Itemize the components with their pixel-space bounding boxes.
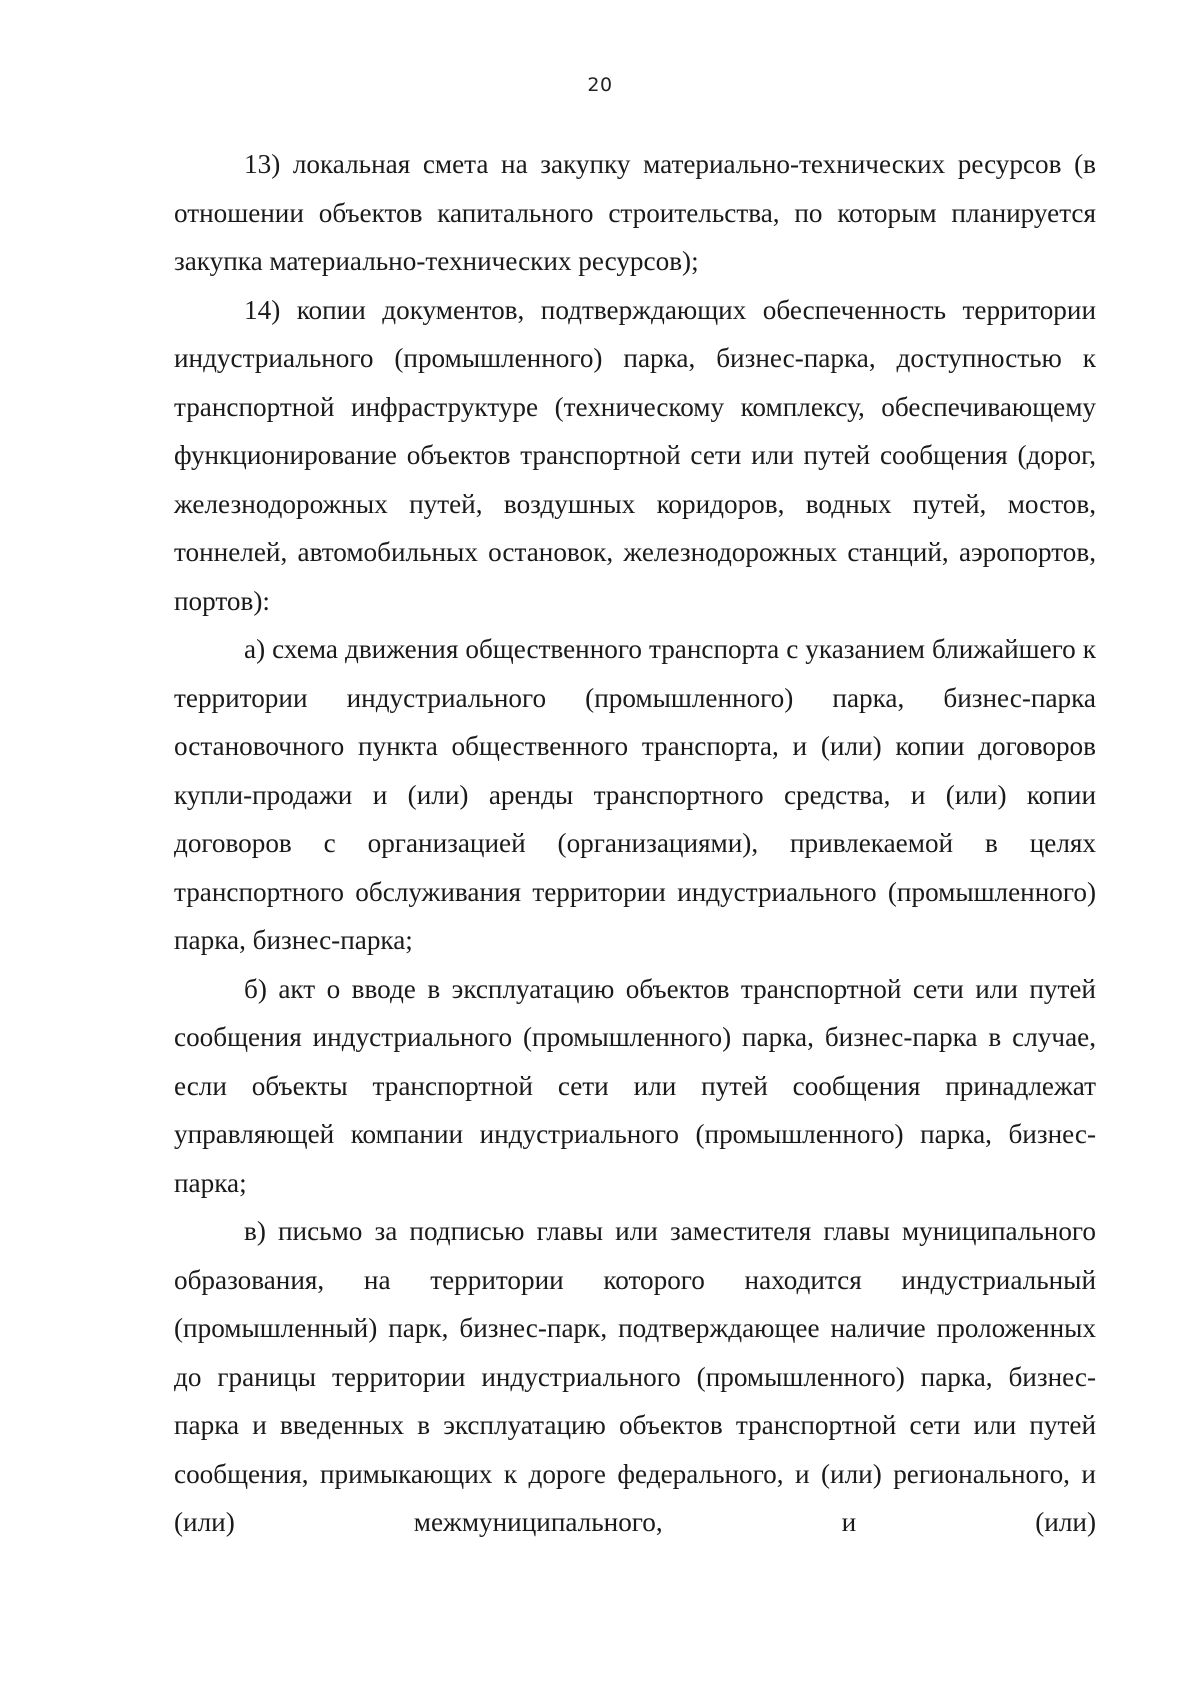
paragraph-item-13: 13) локальная смета на закупку материально-технических ресурсов (в отношении объектов капитального строительства, по которым планируется закупка материально-технических ресурсов); [174, 149, 1096, 276]
paragraph-subitem-v: в) письмо за подписью главы или заместителя главы муниципального образования, на территории которого находится индустриальный (промышленный) парк, бизнес-парк, подтверждающее наличие проложенных до границы территории индустриального (промышленного) парка, бизнес-парка и введенных в эксплуатацию объектов транспортной сети или путей сообщения, примыкающих к дороге федерального, и (или) регионального, и (или) межмуниципального, и (или) [174, 1216, 1096, 1537]
page-number: 20 [587, 74, 613, 96]
paragraph-subitem-a: а) схема движения общественного транспорта с указанием ближайшего к территории индустриального (промышленного) парка, бизнес-парка остановочного пункта общественного транспорта, и (или) копии договоров купли-продажи и (или) аренды транспортного средства, и (или) копии договоров с организацией (организациями), привлекаемой в целях транспортного обслуживания территории индустриального (промышленного) парка, бизнес-парка; [174, 634, 1096, 955]
paragraph-subitem-b: б) акт о вводе в эксплуатацию объектов транспортной сети или путей сообщения индустриального (промышленного) парка, бизнес-парка в случае, если объекты транспортной сети или путей сообщения принадлежат управляющей компании индустриального (промышленного) парка, бизнес-парка; [174, 973, 1096, 1198]
paragraph-item-14: 14) копии документов, подтверждающих обеспеченность территории индустриального (промышленного) парка, бизнес-парка, доступностью к транспортной инфраструктуре (техническому комплексу, обеспечивающему функционирование объектов транспортной сети или путей сообщения (дорог, железнодорожных путей, воздушных коридоров, водных путей, мостов, тоннелей, автомобильных остановок, железнодорожных станций, аэропортов, портов): [174, 294, 1096, 616]
document-body [174, 140, 1096, 1547]
